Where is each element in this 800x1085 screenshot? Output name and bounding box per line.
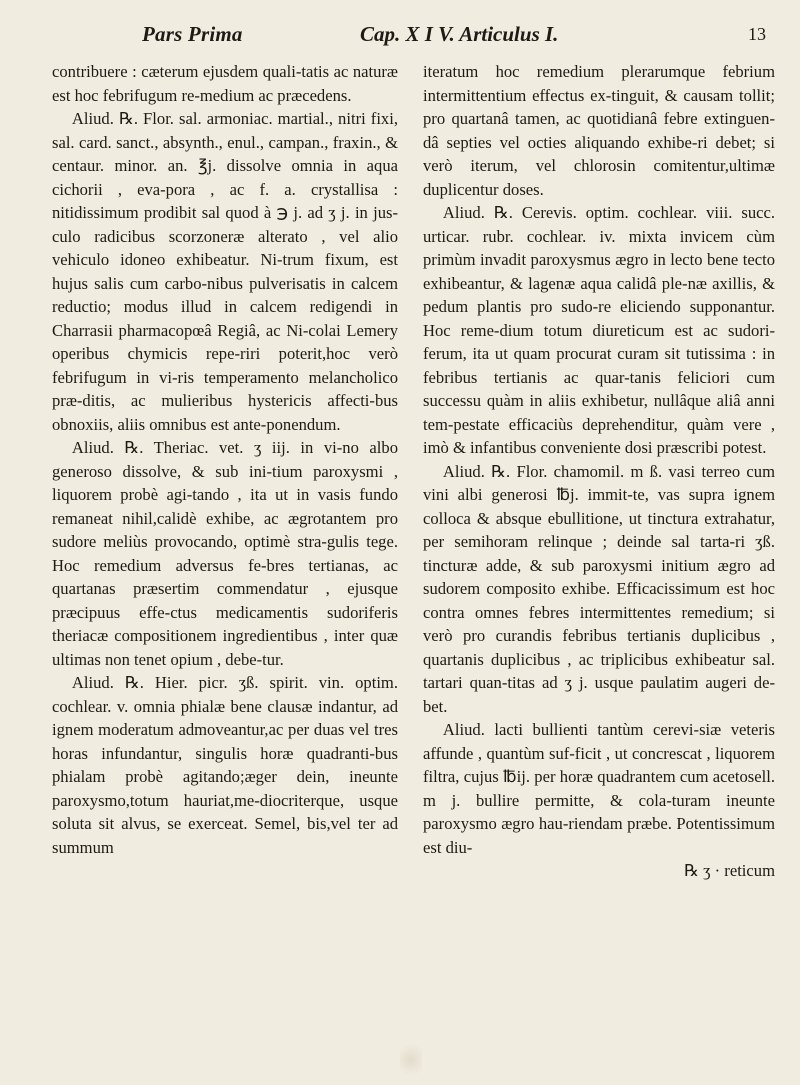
paragraph: Aliud. ℞. Hier. picr. ʒß. spirit. vin. optim. cochlear. v. omnia phialæ bene clausæ indantur, ad ignem moderatum admoveantur,ac per duas vel tres horas infundantur, singulis horæ quadranti-bus phialam probè agitando;æger dein, ineunte paroxysmo,totum hauriat,me-diocriterque, usque soluta sit alvus, se exerceat. Semel, bis,vel ter ad summum (52, 673, 398, 857)
left-column (52, 60, 398, 859)
running-header (52, 18, 766, 58)
page-edge-mark (400, 1040, 422, 1080)
paragraph: Aliud. ℞. Theriac. vet. ʒ iij. in vi-no albo generoso dissolve, & sub ini-tium paroxysmi , liquorem probè agi-tando , ita ut in vasis fundo remaneat nihil,calidè exhibe, ac ægrotantem pro sudore meliùs provocando, optimè stra-gulis tege. Hoc remedium adversus fe-bres tertianas, ac quartanas præsertim commendatur , ejusque præcipuus effe-ctus medicamentis sudoriferis theriacæ compositionem ingredientibus , inter quæ ultimas non tenet opium , debe-tur. (52, 438, 398, 669)
header-part-title: Pars Prima (142, 22, 243, 46)
right-column (423, 60, 775, 883)
page-number: 13 (748, 24, 766, 44)
paragraph: Aliud. ℞. Cerevis. optim. cochlear. viii. succ. urticar. rubr. cochlear. iv. mixta invicem cùm primùm invadit paroxysmus ægro in lecto bene tecto exhibeantur, & lagenæ aqua calidâ ple-næ axillis, & pedum plantis pro sudo-re eliciendo supponantur. Hoc reme-dium totum diureticum est ac sudori-ferum, ita ut quam procurat curam sit tutissima : in febribus tertianis ac quar-tanis feliciori cum successu quàm in aliis exhibetur, nullâque aliâ anni tem-pestate efficaciùs deprehenditur, quàm vere , imò & infantibus conveniente dosi præscribi potest. (423, 203, 775, 457)
paragraph: Aliud. ℞. Flor. chamomil. m ß. vasi terreo cum vini albi generosi ℔j. immit-te, vas supra ignem colloca & absque ebullitione, ut tinctura extrahatur, per semihoram relinque ; deinde sal tarta-ri ʒß. tincturæ adde, & sub paroxysmi initium ægro ad sudorem composito exhibe. Efficacissimum est hoc contra omnes febres intermittentes remedium; si verò pro curandis febribus tertianis duplicibus , quartanis duplicibus , ac triplicibus exhibeatur sal. tartari quan-titas ad ʒ j. usque paulatim augeri de-bet. (423, 461, 775, 716)
paragraph: contribuere : cæterum ejusdem quali-tatis ac naturæ est hoc febrifugum re-medium ac præcedens. (52, 62, 398, 105)
catchword: ℞ ʒ · reticum (684, 861, 775, 880)
paragraph: Aliud. lacti bullienti tantùm cerevi-siæ veteris affunde , quantùm suf-ficit , ut concrescat , liquorem filtra, cujus ℔ij. per horæ quadrantem cum acetosell. m j. bullire permitte, & cola-turam ineunte paroxysmo ægro hau-riendam præbe. Potentissimum est diu- (423, 720, 775, 857)
paragraph: Aliud. ℞. Flor. sal. armoniac. martial., nitri fixi, sal. card. sanct., absynth., enul., campan., fraxin., & centaur. minor. an. ℥j. dissolve omnia in aqua cichorii , eva-pora , ac f. a. crystallisa : nitidissimum prodibit sal quod à ℈ j. ad ʒ j. in jus-culo radicibus scorzoneræ alterato , vel alio vehiculo idoneo exhibeatur. Ni-trum fixum, est hujus salis cum carbo-nibus pulverisatis in calcem reductio; modus illud in calcem redigendi in Charrasii pharmacopœâ Regiâ, ac Ni-colai Lemery operibus chymicis repe-riri poterit,hoc verò febrifugum in vi-ris temperamento melancholico præ-ditis, ac mulieribus hystericis affecti-bus obnoxiis, aliis omnibus est ante-ponendum. (52, 109, 398, 434)
header-chapter-title: Cap. X I V. Articulus I. (360, 22, 559, 46)
paragraph: iteratum hoc remedium plerarumque febrium intermittentium effectus ex-tinguit, & causam tollit; pro quartanâ tamen, ac quotidianâ febre extinguen-dâ septies vel octies aliquando exhibe-ri debet; si verò iterum, vel chlorosin comitentur,ultimæ duplicentur doses. (423, 62, 775, 199)
